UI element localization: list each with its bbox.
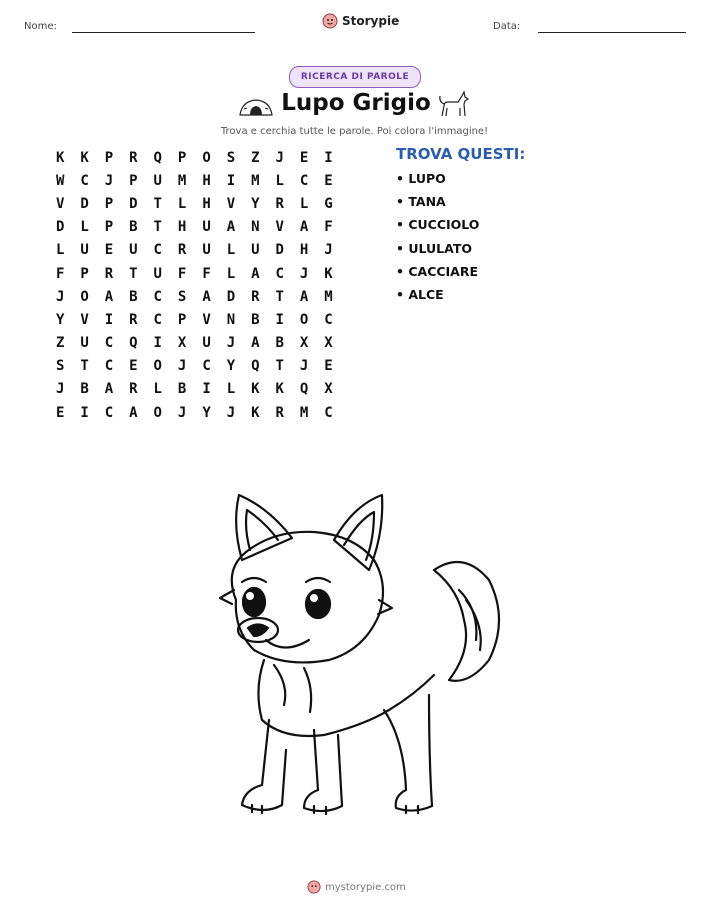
grid-letter: M [251,172,260,189]
grid-row [48,262,341,285]
grid-letter: O [153,358,162,375]
grid-letter: D [80,195,89,212]
grid-letter: I [153,335,162,352]
grid-letter: T [80,358,89,375]
footer [307,880,406,894]
grid-letter: J [177,404,187,421]
grid-letter: E [129,358,138,375]
wolf-icon [438,90,470,120]
grid-letter: U [80,242,89,259]
brand [322,13,399,29]
grid-letter: B [177,381,187,398]
grid-letter: E [324,172,333,189]
grid-letter: X [177,335,187,352]
grid-letter: D [55,219,65,236]
grid-letter: S [55,358,65,375]
grid-letter: D [129,195,138,212]
grid-letter: J [104,172,114,189]
word-item: • LUPO [396,171,446,186]
grid-letter: E [55,404,65,421]
grid-letter: K [324,265,333,282]
grid-letter: R [104,265,114,282]
grid-letter: N [251,219,260,236]
grid-letter: O [80,288,89,305]
grid-letter: F [55,265,65,282]
grid-letter: R [251,288,260,305]
grid-letter: Y [251,195,260,212]
grid-letter: V [275,219,284,236]
grid-letter: D [275,242,284,259]
word-item: • CACCIARE [396,263,479,279]
grid-letter: F [324,219,333,236]
grid-letter: P [177,149,187,166]
grid-letter: C [324,311,333,328]
grid-row [48,169,341,192]
grid-letter: V [55,195,65,212]
storypie-logo-icon [322,13,338,29]
grid-letter: T [275,288,284,305]
grid-letter: E [299,149,309,166]
name-field[interactable] [72,32,255,33]
grid-letter: Q [299,381,309,398]
grid-letter: O [202,149,211,166]
grid-letter: H [202,195,211,212]
grid-row [48,146,341,169]
grid-letter: O [299,311,309,328]
grid-letter: X [324,335,333,352]
grid-row [48,239,341,262]
grid-letter: L [153,381,162,398]
grid-letter: I [324,149,333,166]
grid-letter: H [177,219,187,236]
grid-letter: F [202,265,211,282]
grid-letter: B [129,288,138,305]
grid-letter: J [299,358,309,375]
page-title: Lupo Grigio [281,90,431,116]
grid-letter: W [55,172,65,189]
grid-letter: U [129,242,138,259]
grid-letter: C [202,358,211,375]
grid-letter: A [226,219,236,236]
grid-letter: J [275,149,284,166]
grid-letter: U [202,242,211,259]
grid-letter: J [299,265,309,282]
grid-letter: T [129,265,138,282]
grid-letter: B [80,381,89,398]
grid-letter: R [129,311,138,328]
grid-letter: P [177,311,187,328]
grid-letter: U [153,265,162,282]
grid-letter: M [299,404,309,421]
grid-letter: J [324,242,333,259]
grid-letter: J [226,404,236,421]
grid-letter: G [324,195,333,212]
grid-letter: I [275,311,284,328]
grid-letter: K [275,381,284,398]
grid-letter: U [202,335,211,352]
grid-letter: Y [226,358,236,375]
grid-letter: K [55,149,65,166]
grid-letter: I [80,404,89,421]
grid-letter: A [299,288,309,305]
grid-letter: U [153,172,162,189]
word-search-grid [48,146,341,424]
grid-letter: L [226,265,236,282]
grid-letter: U [251,242,260,259]
grid-letter: O [153,404,162,421]
grid-letter: A [202,288,211,305]
grid-letter: I [226,172,236,189]
grid-row [48,216,341,239]
grid-letter: L [226,242,236,259]
grid-letter: K [251,381,260,398]
grid-row [48,285,341,308]
word-item: • CUCCIOLO [396,217,480,233]
grid-letter: M [324,288,333,305]
grid-row [48,355,341,378]
grid-letter: T [275,358,284,375]
grid-letter: M [177,172,187,189]
grid-letter: A [251,335,260,352]
grid-letter: P [129,172,138,189]
grid-letter: P [104,195,114,212]
grid-letter: L [299,195,309,212]
grid-letter: A [104,288,114,305]
grid-letter: C [104,335,114,352]
grid-letter: B [251,311,260,328]
instructions: Trova e cerchia tutte le parole. Poi colora l'immagine! [220,126,489,137]
grid-letter: L [275,172,284,189]
grid-letter: L [177,195,187,212]
grid-letter: K [80,149,89,166]
grid-letter: J [226,335,236,352]
grid-letter: J [55,381,65,398]
grid-letter: R [177,242,187,259]
grid-row [48,332,341,355]
storypie-logo-icon [307,880,321,894]
grid-letter: C [275,265,284,282]
date-label: Data: [493,21,521,32]
word-item: • TANA [396,194,446,210]
grid-letter: Y [202,404,211,421]
grid-letter: H [299,242,309,259]
grid-letter: B [129,219,138,236]
word-list [396,171,479,310]
grid-letter: V [226,195,236,212]
grid-letter: X [299,335,309,352]
grid-letter: P [80,265,89,282]
brand-name: Storypie [342,14,400,28]
grid-letter: C [153,311,162,328]
grid-letter: P [104,149,114,166]
grid-letter: L [226,381,236,398]
grid-letter: S [226,149,236,166]
grid-letter: C [324,404,333,421]
date-field[interactable] [538,32,686,33]
grid-letter: J [177,358,187,375]
grid-letter: A [129,404,138,421]
grid-letter: L [80,219,89,236]
grid-letter: N [226,311,236,328]
grid-letter: A [251,265,260,282]
name-label: Nome: [24,21,57,32]
grid-row [48,192,341,215]
grid-letter: E [104,242,114,259]
grid-letter: A [299,219,309,236]
grid-letter: J [55,288,65,305]
grid-letter: C [80,172,89,189]
grid-letter: A [104,381,114,398]
grid-letter: X [324,381,333,398]
grid-letter: D [226,288,236,305]
grid-letter: R [275,404,284,421]
find-list-title: TROVA QUESTI: [396,145,526,163]
grid-letter: V [202,311,211,328]
wolf-pup-coloring-illustration [214,490,514,830]
grid-letter: Q [251,358,260,375]
grid-letter: C [153,288,162,305]
grid-letter: U [202,219,211,236]
grid-row [48,378,341,401]
grid-letter: V [80,311,89,328]
grid-letter: Y [55,311,65,328]
grid-letter: T [153,195,162,212]
grid-row [48,401,341,424]
grid-letter: R [275,195,284,212]
word-item: • ALCE [396,286,444,302]
wolf-den-icon [238,97,274,117]
grid-letter: H [202,172,211,189]
grid-letter: I [202,381,211,398]
grid-letter: U [80,335,89,352]
grid-letter: Q [129,335,138,352]
grid-letter: E [324,358,333,375]
grid-letter: C [153,242,162,259]
grid-letter: C [299,172,309,189]
grid-letter: F [177,265,187,282]
grid-letter: S [177,288,187,305]
grid-letter: Q [153,149,162,166]
grid-letter: K [251,404,260,421]
grid-row [48,308,341,331]
grid-letter: C [104,358,114,375]
grid-letter: R [129,381,138,398]
grid-letter: Z [55,335,65,352]
grid-letter: T [153,219,162,236]
word-item: • ULULATO [396,240,472,256]
grid-letter: C [104,404,114,421]
grid-letter: B [275,335,284,352]
footer-url: mystorypie.com [325,881,406,893]
grid-letter: I [104,311,114,328]
grid-letter: P [104,219,114,236]
grid-letter: L [55,242,65,259]
word-search-badge: RICERCA DI PAROLE [289,66,421,88]
grid-letter: R [129,149,138,166]
grid-letter: Z [251,149,260,166]
